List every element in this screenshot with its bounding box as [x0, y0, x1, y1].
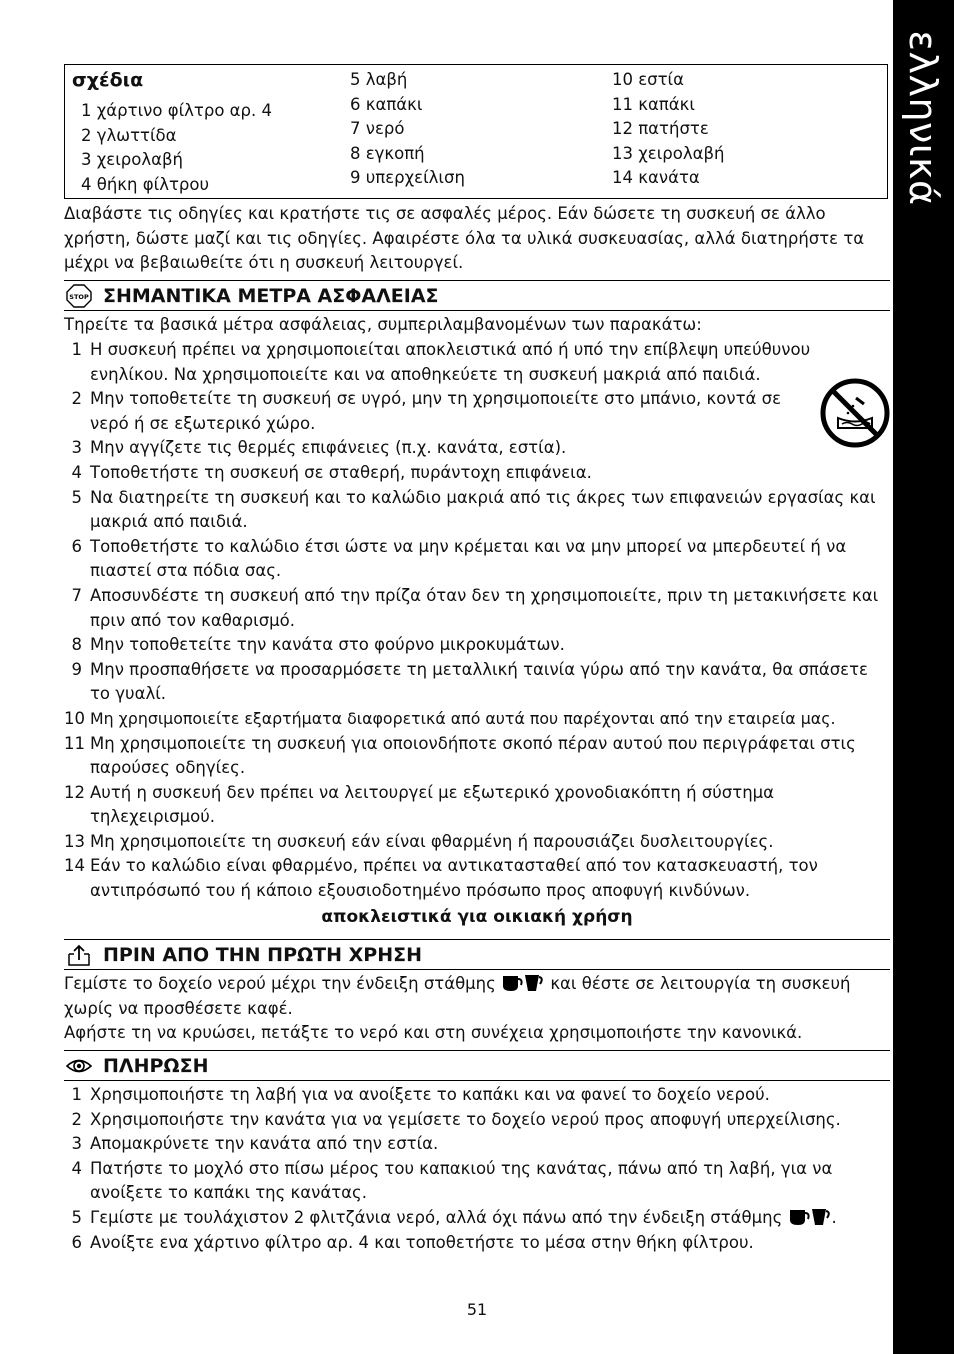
part-item: 2 γλωττίδα: [81, 125, 177, 145]
filling-title: ΠΛΗΡΩΣΗ: [103, 1055, 209, 1077]
parts-box: [64, 64, 888, 199]
first-use-paragraph-2: Αφήστε τη να κρυώσει, πετάξτε το νερό και στη συνέχεια χρησιμοποιήστε την κανονικά.: [64, 1023, 803, 1042]
safety-title: ΣΗΜΑΝΤΙΚΑ ΜΕΤΡΑ ΑΣΦΑΛΕΙΑΣ: [103, 285, 439, 307]
filling-list: [64, 1083, 890, 1255]
part-item: 9 υπερχείλιση: [350, 168, 465, 188]
parts-column-1: [81, 99, 272, 197]
parts-column-3: [612, 68, 724, 191]
part-item: 13 χειρολαβή: [612, 143, 725, 163]
unbox-icon: [66, 943, 92, 967]
list-item: 14 Εάν το καλώδιο είναι φθαρμένο, πρέπει να αντικατασταθεί από τον κατασκευαστή, τον αντιπρόσωπό του ή κάποιο εξουσιοδοτημένο πρόσωπο προς αποφυγή κινδύνων.: [64, 856, 818, 901]
cup-level-icon: [788, 1208, 832, 1226]
list-item: 1 Η συσκευή πρέπει να χρησιμοποιείται αποκλειστικά από ή υπό την επίβλεψη υπεύθυνου ενηλίκου. Να χρησιμοποιείτε και να αποθηκεύετε τη συσκευή μακριά από παιδιά.: [71, 340, 811, 384]
list-item: 10 Μη χρησιμοποιείτε εξαρτήματα διαφορετικά από αυτά που παρέχονται από την εταιρεία μας.: [64, 708, 836, 728]
cup-level-icon: [501, 974, 545, 992]
list-item: 5 Γεμίστε με τουλάχιστον 2 φλιτζάνια νερό, αλλά όχι πάνω από την ένδειξη στάθμης .: [71, 1207, 837, 1227]
part-item: 12 πατήστε: [612, 119, 709, 139]
first-use-title: ΠΡΙΝ ΑΠΟ ΤΗΝ ΠΡΩΤΗ ΧΡΗΣΗ: [103, 944, 422, 966]
part-item: 10 εστία: [612, 70, 685, 89]
list-item: 13 Μη χρησιμοποιείτε τη συσκευή εάν είναι φθαρμένη ή παρουσιάζει δυσλειτουργίες.: [64, 831, 774, 851]
part-item: 4 θήκη φίλτρου: [81, 174, 210, 194]
parts-title: σχέδια: [72, 69, 144, 91]
first-use-section-header: [64, 939, 890, 970]
list-item: 12 Αυτή η συσκευή δεν πρέπει να λειτουργεί με εξωτερικό χρονοδιακόπτη ή σύστημα τηλεχειρισμού.: [64, 782, 775, 827]
safety-section-header: [64, 280, 890, 311]
part-item: 5 λαβή: [350, 70, 408, 89]
intro-paragraph: Διαβάστε τις οδηγίες και κρατήστε τις σε ασφαλές μέρος. Εάν δώσετε τη συσκευή σε άλλο χρήστη, δώστε μαζί και τις οδηγίες. Αφαιρέστε όλα τα υλικά συσκευασίας, αλλά διατηρήστε τα μέχρι να βεβαιωθείτε ότι η συσκευή λειτουργεί.: [64, 204, 865, 273]
safety-lead: Τηρείτε τα βασικά μέτρα ασφάλειας, συμπεριλαμβανομένων των παρακάτω:: [64, 315, 702, 334]
parts-column-2: [350, 68, 465, 191]
list-item: 4 Τοποθετήστε τη συσκευή σε σταθερή, πυράντοχη επιφάνεια.: [71, 462, 592, 482]
list-item: 3 Μην αγγίζετε τις θερμές επιφάνειες (π.χ. κανάτα, εστία).: [71, 438, 567, 458]
list-item: 5 Να διατηρείτε τη συσκευή και το καλώδιο μακριά από τις άκρες των επιφανειών εργασίας και μακριά από παιδιά.: [71, 487, 876, 532]
eye-icon: [66, 1054, 92, 1078]
part-item: 6 καπάκι: [350, 94, 423, 114]
language-label: ελληνικά: [901, 30, 945, 206]
stop-icon: [66, 284, 92, 308]
svg-text:STOP: STOP: [69, 293, 89, 301]
list-item: 2 Χρησιμοποιήστε την κανάτα για να γεμίσετε το δοχείο νερού προς αποφυγή υπερχείλισης.: [71, 1109, 841, 1129]
part-item: 7 νερό: [350, 119, 405, 139]
safety-list: [64, 338, 890, 904]
list-item: 3 Απομακρύνετε την κανάτα από την εστία.: [71, 1134, 439, 1154]
list-item: 9 Μην προσπαθήσετε να προσαρμόσετε τη μεταλλική ταινία γύρω από την κανάτα, θα σπάσετε το γυαλί.: [71, 659, 868, 704]
part-item: 8 εγκοπή: [350, 143, 425, 163]
part-item: 3 χειρολαβή: [81, 150, 183, 170]
list-item: 6 Τοποθετήστε το καλώδιο έτσι ώστε να μην κρέμεται και να μην μπορεί να μπερδευτεί ή να πιαστεί στα πόδια σας.: [71, 536, 847, 581]
list-item: 4 Πατήστε το μοχλό στο πίσω μέρος του καπακιού της κανάτας, πάνω από τη λαβή, για να ανοίξετε το καπάκι της κανάτας.: [71, 1158, 833, 1203]
page-number: 51: [466, 1300, 488, 1319]
list-item: 11 Μη χρησιμοποιείτε τη συσκευή για οποιονδήποτε σκοπό πέραν αυτού που περιγράφεται στις παρούσες οδηγίες.: [64, 733, 856, 778]
household-use-note: αποκλειστικά για οικιακή χρήση: [321, 907, 633, 927]
list-item: 1 Χρησιμοποιήστε τη λαβή για να ανοίξετε το καπάκι και να φανεί το δοχείο νερού.: [71, 1085, 770, 1104]
part-item: 11 καπάκι: [612, 94, 695, 114]
first-use-paragraph-1: Γεμίστε το δοχείο νερού μέχρι την ένδειξη στάθμης και θέστε σε λειτουργία τη συσκευή χωρίς να προσθέσετε καφέ.: [64, 974, 851, 1018]
list-item: 7 Αποσυνδέστε τη συσκευή από την πρίζα όταν δεν τη χρησιμοποιείτε, πριν τη μετακινήσετε και πριν από τον καθαρισμό.: [71, 585, 879, 630]
part-item: 14 κανάτα: [612, 168, 700, 188]
list-item: 6 Ανοίξτε ενα χάρτινο φίλτρο αρ. 4 και τοποθετήστε το μέσα στην θήκη φίλτρου.: [71, 1232, 754, 1252]
filling-section-header: [64, 1050, 890, 1081]
part-item: 1 χάρτινο φίλτρο αρ. 4: [81, 101, 273, 120]
list-item: 2 Μην τοποθετείτε τη συσκευή σε υγρό, μην τη χρησιμοποιείτε στο μπάνιο, κοντά σε νερό ή σε εξωτερικό χώρο.: [71, 389, 781, 433]
list-item: 8 Μην τοποθετείτε την κανάτα στο φούρνο μικροκυμάτων.: [71, 635, 565, 655]
language-side-tab: [893, 0, 954, 1354]
